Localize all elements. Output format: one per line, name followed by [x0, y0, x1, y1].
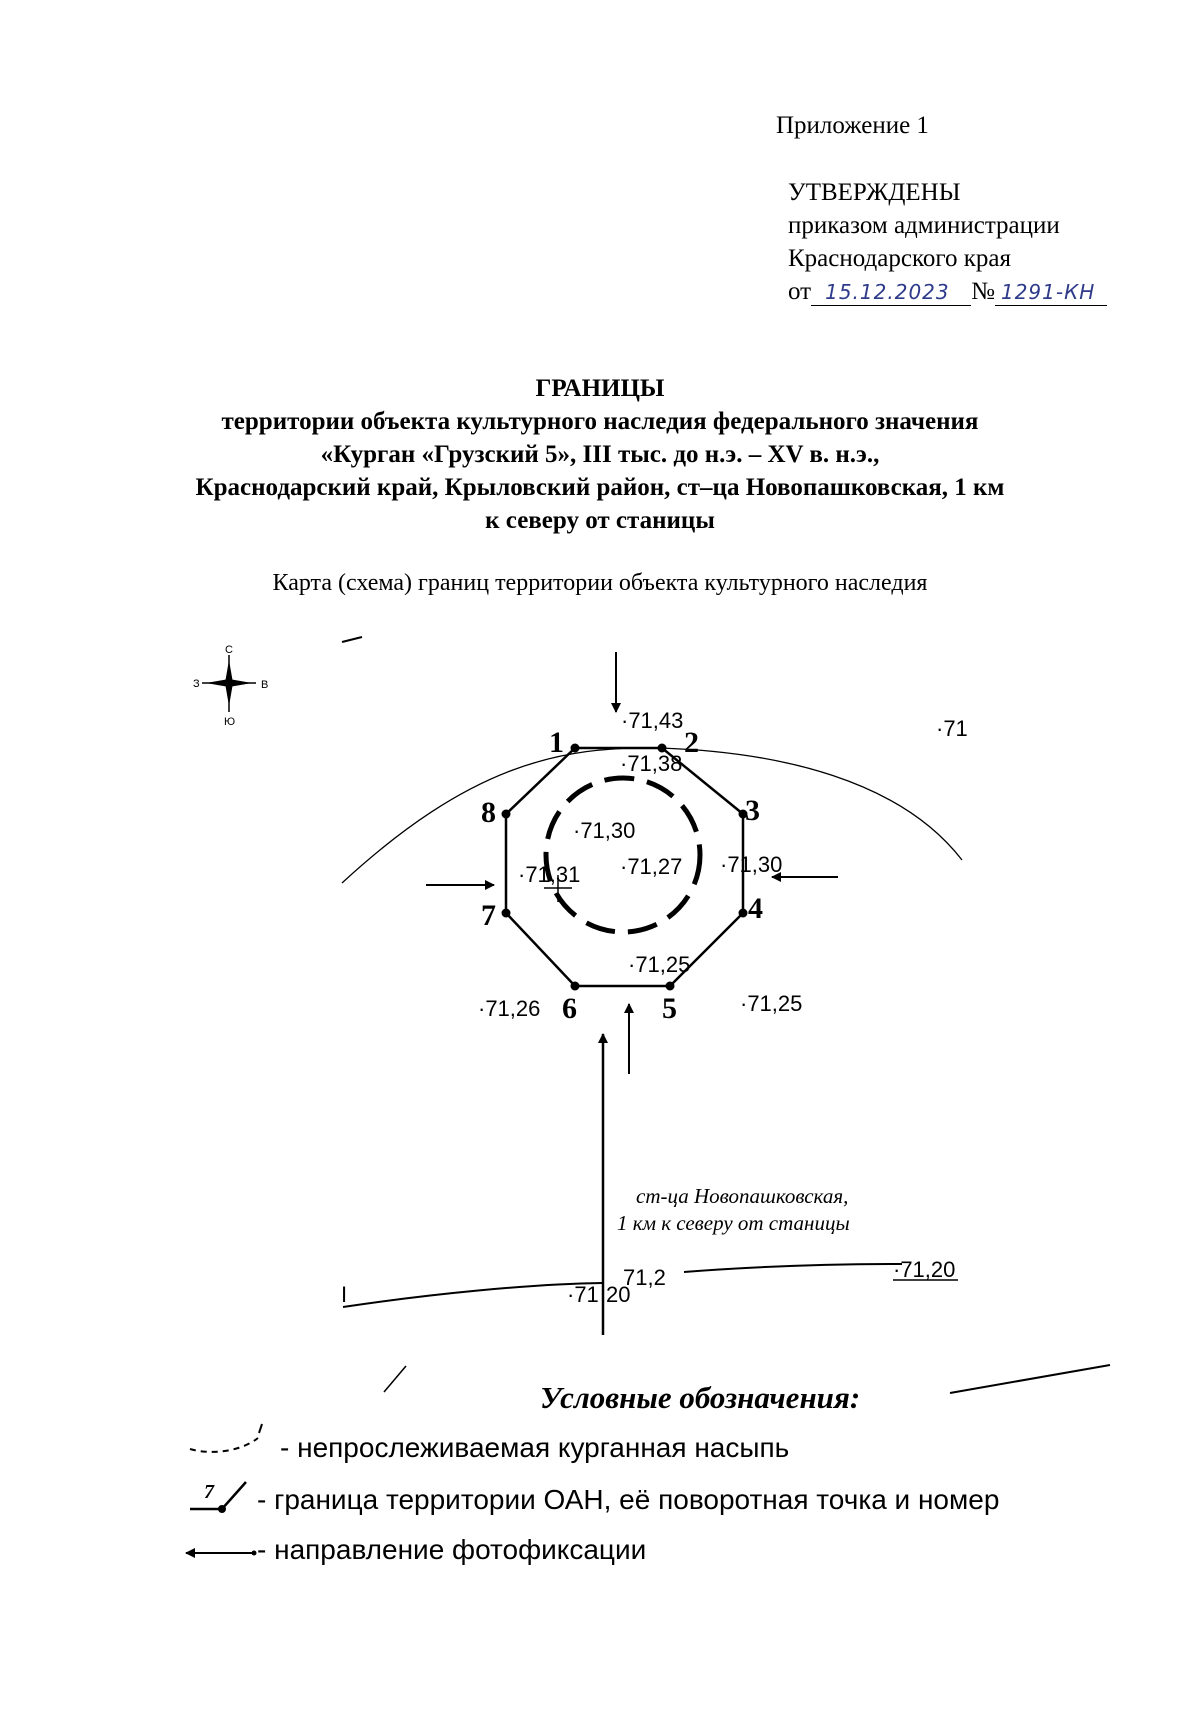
elevation-mark: ·71,30	[573, 818, 636, 843]
lower-contour-line	[684, 1264, 902, 1272]
legend-mound-symbol	[190, 1424, 262, 1452]
elevation-mark: ·71,30	[720, 852, 783, 877]
vertex-point	[571, 982, 580, 991]
title-line4: Краснодарский край, Крыловский район, ст–ца Новопашковская, 1 км	[195, 474, 1005, 501]
contour-index-label: I	[341, 1282, 348, 1307]
elevation-mark: ·71,43	[621, 708, 684, 733]
title-line5: к северу от станицы	[485, 507, 715, 534]
vertex-label-5: 5	[662, 992, 677, 1025]
elevation-mark: ·71,26	[478, 996, 541, 1021]
legend-boundary-symbol	[190, 1481, 246, 1513]
elevation-mark: ·71,27	[620, 854, 683, 879]
elevation-mark: ·71,38	[620, 751, 683, 776]
elevation-mark: 71,2	[623, 1265, 666, 1290]
elevation-mark: ·71	[936, 716, 968, 741]
compass-north: С	[225, 644, 233, 656]
compass-east: В	[261, 679, 269, 691]
settlement-caption-line1: ст-ца Новопашковская,	[636, 1184, 849, 1208]
legend-arrow-symbol	[186, 1551, 257, 1556]
vertex-point	[739, 909, 748, 918]
vertex-point	[502, 810, 511, 819]
approved-by-line2: Краснодарского края	[788, 245, 1011, 272]
approved-by-line1: приказом администрации	[788, 212, 1060, 239]
map-subtitle: Карта (схема) границ территории объекта культурного наследия	[272, 570, 928, 596]
scan-mark	[342, 637, 362, 642]
compass-south: Ю	[224, 716, 236, 728]
number-prefix: №	[971, 278, 995, 305]
vertex-label-6: 6	[562, 992, 577, 1025]
elevation-mark: ·71,25	[628, 952, 691, 977]
title-line2: территории объекта культурного наследия федерального значения	[221, 408, 979, 435]
scan-mark	[950, 1365, 1110, 1393]
legend-title: Условные обозначения:	[540, 1380, 861, 1415]
vertex-label-3: 3	[745, 794, 760, 827]
handwritten-number: 1291-КН	[1000, 280, 1096, 304]
legend-boundary-number: 7	[204, 1481, 214, 1503]
appendix-label: Приложение 1	[776, 112, 929, 139]
scan-mark	[384, 1366, 406, 1392]
elevation-mark: ·71	[567, 1282, 599, 1307]
handwritten-date: 15.12.2023	[825, 280, 950, 304]
vertex-point	[666, 982, 675, 991]
lower-contour-line	[343, 1283, 602, 1307]
vertex-label-8: 8	[481, 796, 496, 829]
elevation-mark: 20	[606, 1282, 631, 1307]
legend-item-photo-direction: - направление фотофиксации	[257, 1534, 647, 1565]
compass-icon	[193, 644, 268, 728]
vertex-label-7: 7	[481, 899, 496, 932]
legend-item-mound: - непрослеживаемая курганная насыпь	[280, 1432, 790, 1463]
elevation-mark: ·71,20	[893, 1257, 956, 1282]
compass-west: З	[193, 678, 200, 690]
settlement-caption-line2: 1 км к северу от станицы	[617, 1211, 850, 1235]
legend-item-boundary: - граница территории ОАН, её поворотная точка и номер	[257, 1484, 1000, 1515]
vertex-point	[571, 744, 580, 753]
approved-heading: УТВЕРЖДЕНЫ	[788, 179, 961, 206]
vertex-label-2: 2	[684, 726, 699, 759]
elevation-mark: ·71,31	[518, 862, 581, 887]
vertex-label-4: 4	[748, 892, 763, 925]
vertex-point	[502, 909, 511, 918]
vertex-label-1: 1	[549, 726, 564, 759]
title-line3: «Курган «Грузский 5», III тыс. до н.э. – XV в. н.э.,	[320, 441, 880, 468]
elevation-mark: ·71,25	[740, 991, 803, 1016]
title-line1: ГРАНИЦЫ	[535, 375, 665, 402]
date-prefix: от	[788, 278, 812, 305]
